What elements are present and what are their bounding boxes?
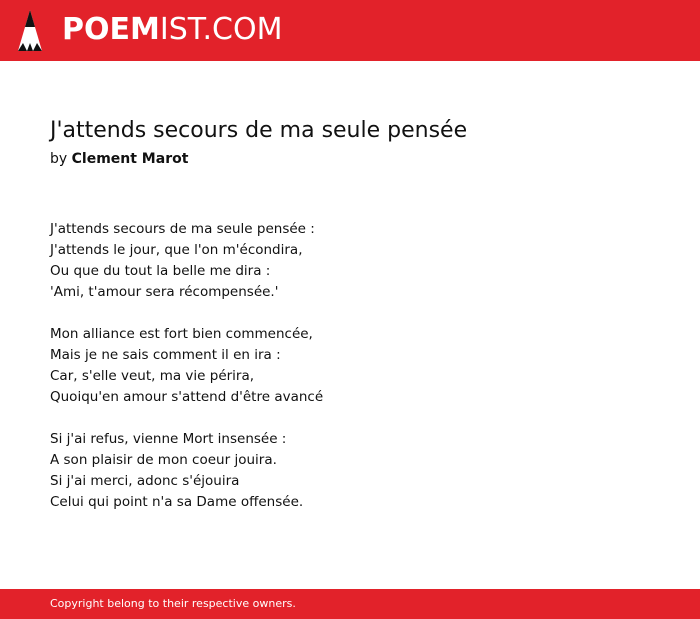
poem-line: Celui qui point n'a sa Dame offensée. bbox=[50, 494, 304, 510]
stanza bbox=[50, 324, 323, 408]
by-label: by bbox=[50, 151, 68, 167]
byline bbox=[50, 149, 188, 169]
pencil-logo-icon bbox=[16, 9, 44, 53]
poem-line: Si j'ai merci, adonc s'éjouira bbox=[50, 473, 240, 489]
site-logo[interactable] bbox=[62, 12, 282, 48]
logo-light-text: IST.COM bbox=[159, 12, 283, 47]
poem-body bbox=[50, 219, 323, 534]
poem-line: Si j'ai refus, vienne Mort insensée : bbox=[50, 431, 287, 447]
poem-line: A son plaisir de mon coeur jouira. bbox=[50, 452, 277, 468]
copyright-text: Copyright belong to their respective owners. bbox=[50, 597, 296, 610]
logo-bold-text: POEM bbox=[62, 12, 160, 47]
site-footer bbox=[0, 589, 700, 619]
author-name: Clement Marot bbox=[71, 151, 189, 167]
poem-line: J'attends le jour, que l'on m'écondira, bbox=[50, 242, 303, 258]
poem-line: Car, s'elle veut, ma vie périra, bbox=[50, 368, 255, 384]
poem-line: Ou que du tout la belle me dira : bbox=[50, 263, 271, 279]
poem-title: J'attends secours de ma seule pensée bbox=[50, 118, 468, 143]
poem-line: Mais je ne sais comment il en ira : bbox=[50, 347, 281, 363]
stanza bbox=[50, 219, 323, 303]
site-header bbox=[0, 0, 700, 61]
poem-line: J'attends secours de ma seule pensée : bbox=[50, 221, 315, 237]
stanza bbox=[50, 429, 323, 513]
poem-line: Quoiqu'en amour s'attend d'être avancé bbox=[50, 389, 324, 405]
poem-line: Mon alliance est fort bien commencée, bbox=[50, 326, 313, 342]
poem-line: 'Ami, t'amour sera récompensée.' bbox=[50, 284, 279, 300]
